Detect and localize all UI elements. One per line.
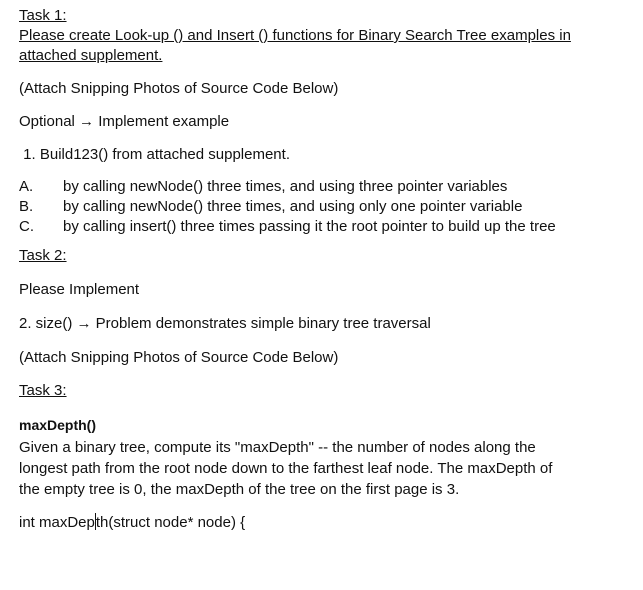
task2-attach-note: (Attach Snipping Photos of Source Code Below) (19, 349, 339, 366)
list-marker: B. (19, 198, 34, 215)
task1-title-line2: attached supplement. (19, 47, 163, 64)
list-item (19, 217, 619, 237)
list-item-text: by calling newNode() three times, and using three pointer variables (63, 178, 508, 195)
task3-desc-line3: the empty tree is 0, the maxDepth of the tree on the first page is 3. (19, 481, 460, 498)
task3-description (19, 437, 619, 500)
task3-desc-line2: longest path from the root node down to the farthest leaf node. The maxDepth of (19, 460, 553, 477)
list-item-text: by calling insert() three times passing it the root pointer to build up the tree (63, 218, 556, 235)
task1-build-item: 1. Build123() from attached supplement. (19, 146, 290, 163)
task1-optional: Optional → Implement example (19, 113, 230, 130)
list-marker: C. (19, 218, 34, 235)
task3-desc-line1: Given a binary tree, compute its "maxDepth" -- the number of nodes along the (19, 439, 536, 456)
code-text-before-cursor: int maxDep (19, 514, 95, 531)
list-item-text: by calling newNode() three times, and using only one pointer variable (63, 198, 523, 215)
list-item (19, 177, 619, 197)
task1-options-list (19, 177, 619, 237)
task2-heading: Task 2: (19, 247, 67, 264)
document-body[interactable] (19, 6, 619, 533)
task3-func-name: maxDepth() (19, 417, 97, 433)
task1-attach-note: (Attach Snipping Photos of Source Code Below) (19, 80, 339, 97)
code-line[interactable] (19, 513, 619, 533)
list-item (19, 197, 619, 217)
task1-heading: Task 1: (19, 7, 67, 24)
list-marker: A. (19, 178, 34, 195)
code-text-after-cursor: th(struct node* node) { (95, 514, 246, 531)
task1-title-line1: Please create Look-up () and Insert () functions for Binary Search Tree examples in (19, 27, 571, 44)
task3-heading: Task 3: (19, 382, 67, 399)
task2-size-item: 2. size() → Problem demonstrates simple binary tree traversal (19, 315, 431, 332)
task2-please: Please Implement (19, 281, 140, 298)
